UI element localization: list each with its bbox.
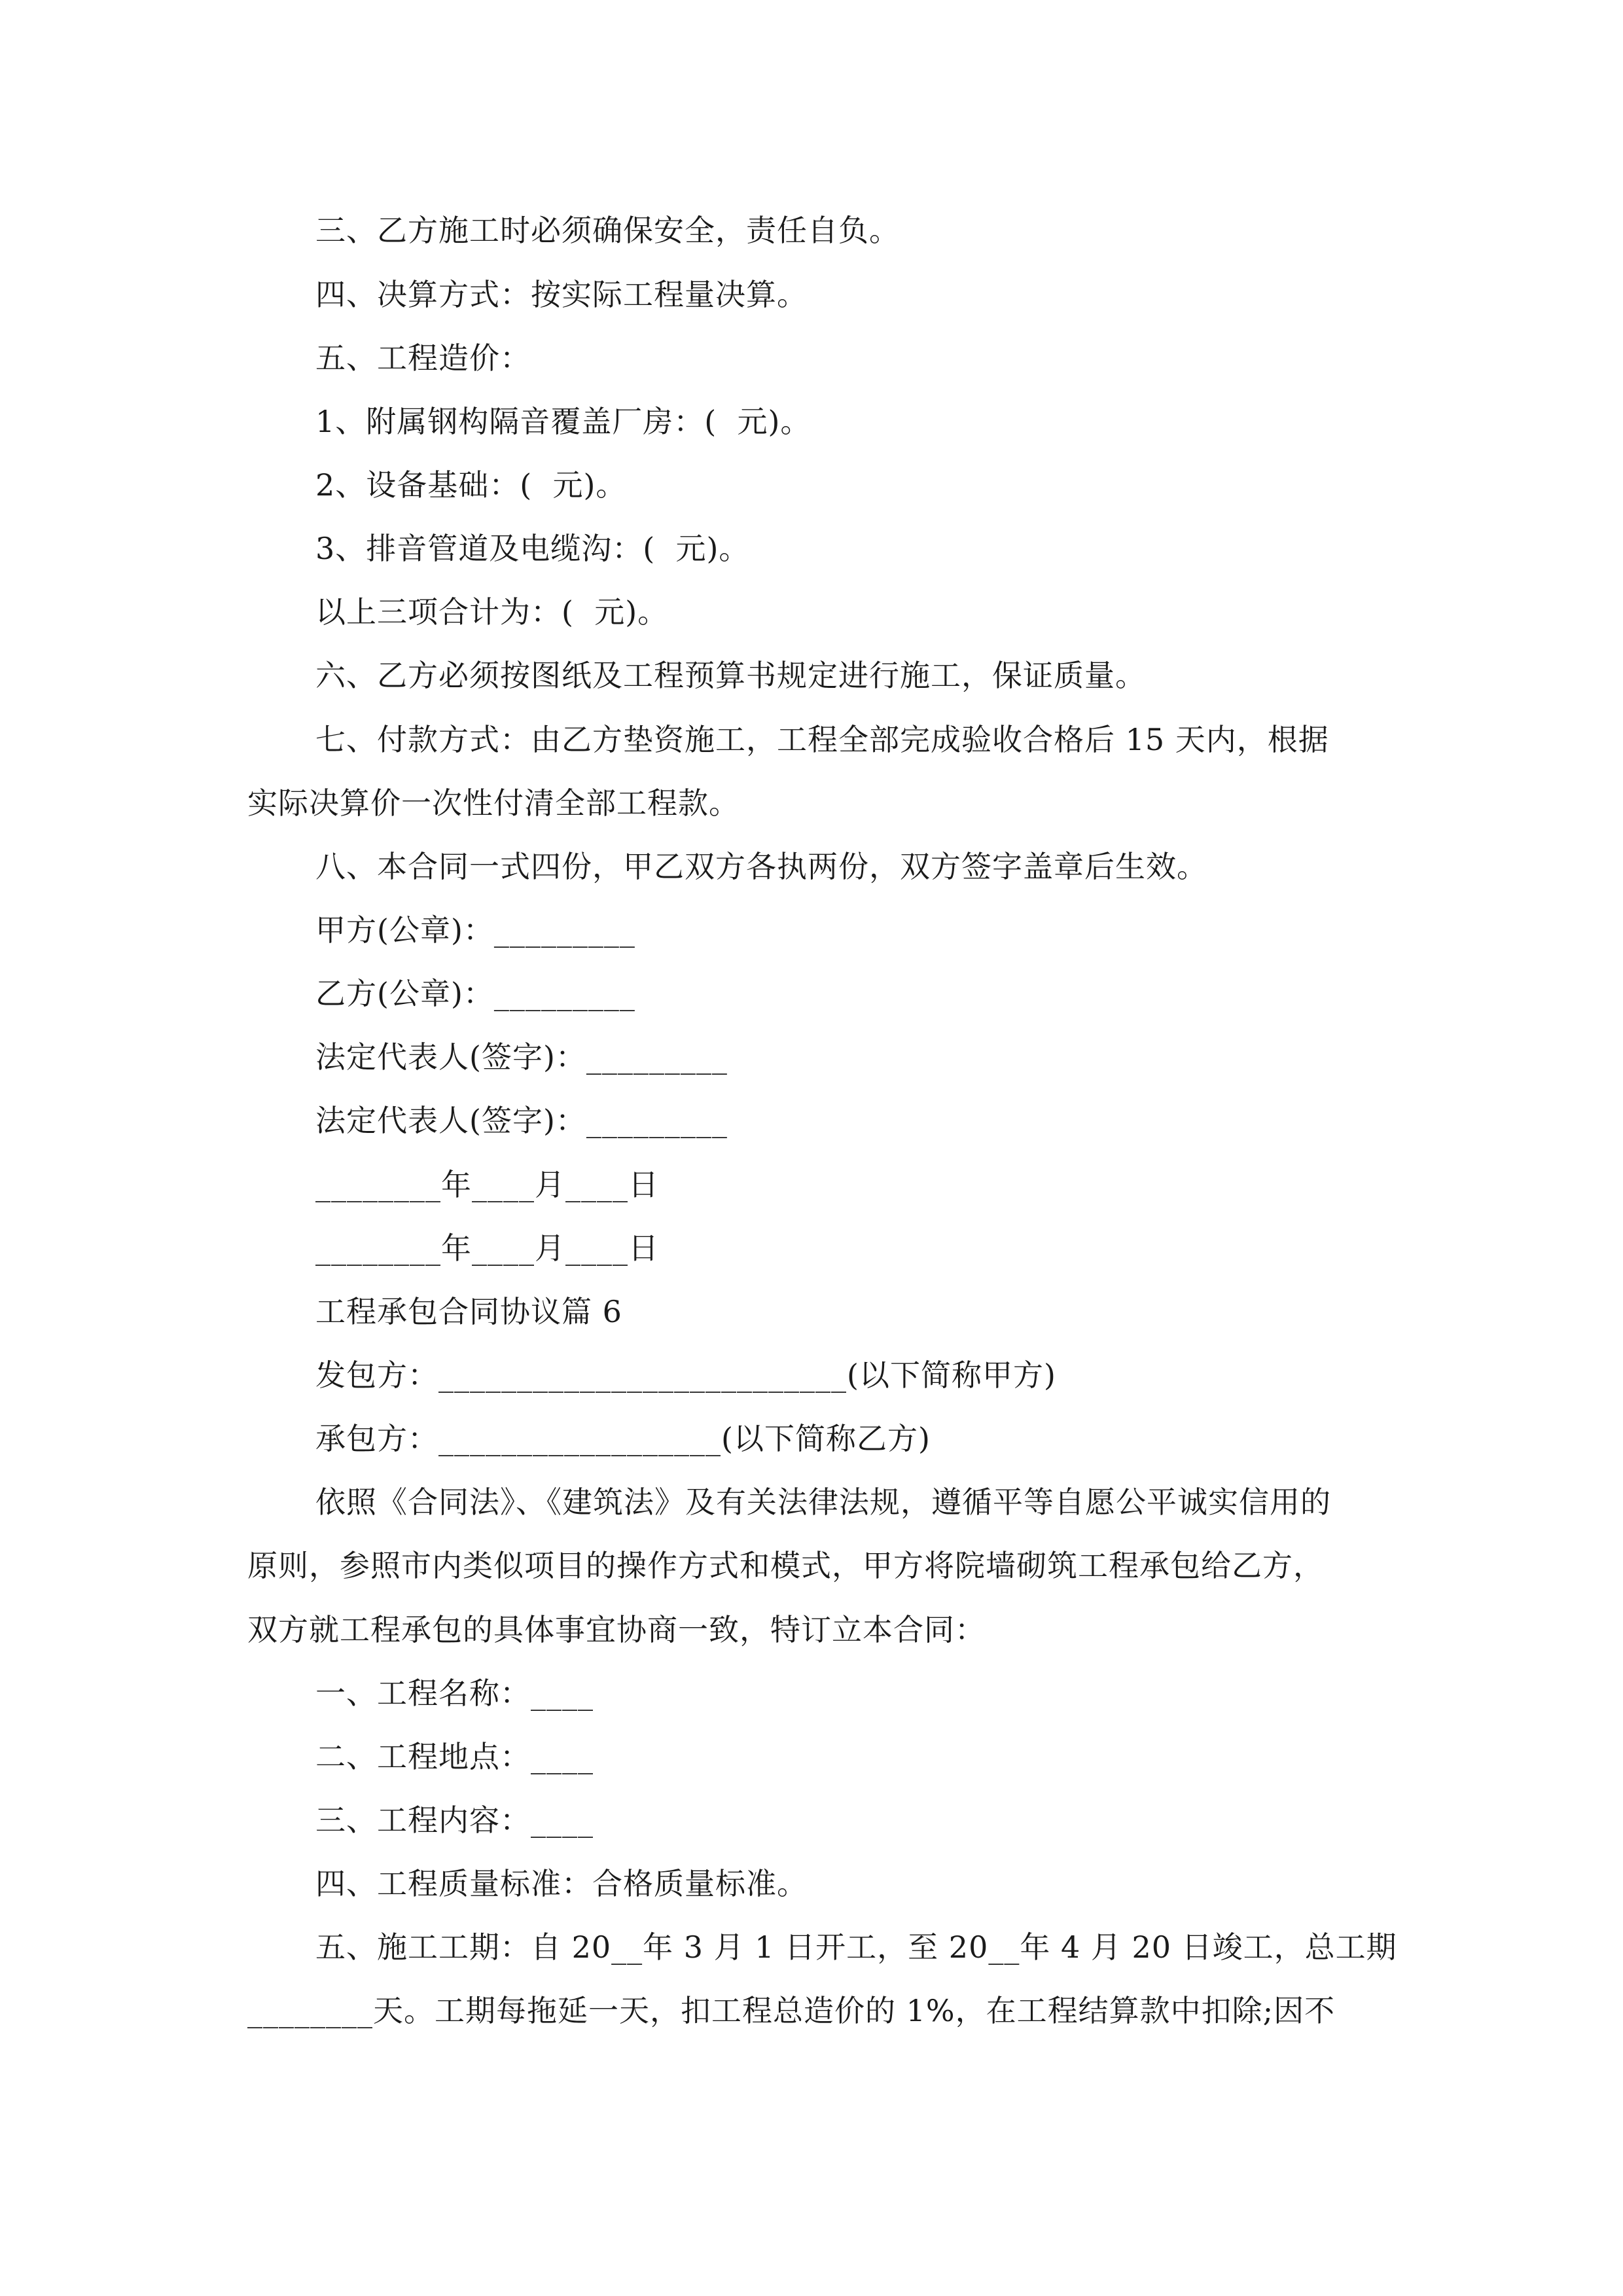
date-line-1: ________年____月____日 [315,1167,659,1202]
party-b-seal: 乙方(公章)：_________ [315,976,635,1011]
clause-3-safety: 三、乙方施工时必须确保安全，责任自负。 [315,213,900,248]
section-title: 工程承包合同协议篇 6 [315,1294,622,1329]
clause-7-payment: 七、付款方式：由乙方垫资施工，工程全部完成验收合格后 15 天内，根据 [315,722,1329,757]
preamble-line-3: 双方就工程承包的具体事宜协商一致，特订立本合同： [247,1612,986,1647]
legal-rep-signature-2: 法定代表人(签字)：_________ [315,1103,728,1138]
project-name: 一、工程名称：____ [315,1676,594,1711]
preamble-line-2: 原则，参照市内类似项目的操作方式和模式，甲方将院墙砌筑工程承包给乙方， [247,1548,1324,1583]
clause-6-quality: 六、乙方必须按图纸及工程预算书规定进行施工，保证质量。 [315,658,1146,693]
preamble-line-1: 依照《合同法》、《建筑法》及有关法律法规，遵循平等自愿公平诚实信用的 [315,1484,1331,1520]
cost-total: 以上三项合计为：( 元)。 [315,594,669,630]
quality-standard: 四、工程质量标准：合格质量标准。 [315,1866,808,1901]
construction-period-cont: ________天。工期每拖延一天，扣工程总造价的 1%，在工程结算款中扣除;因不 [247,1993,1336,2028]
clause-4-settlement: 四、决算方式：按实际工程量决算。 [315,277,808,312]
project-content: 三、工程内容：____ [315,1803,594,1838]
contractor-line: 承包方：__________________(以下简称乙方) [315,1421,931,1456]
clause-8-copies: 八、本合同一式四份，甲乙双方各执两份，双方签字盖章后生效。 [315,849,1207,884]
clause-7-payment-cont: 实际决算价一次性付清全部工程款。 [247,785,740,821]
legal-rep-signature-1: 法定代表人(签字)：_________ [315,1039,728,1075]
construction-period: 五、施工工期：自 20__年 3 月 1 日开工，至 20__年 4 月 20 日竣工，总工期 [315,1929,1397,1965]
cost-item-1: 1、附属钢构隔音覆盖厂房：( 元)。 [315,404,812,439]
cost-item-2: 2、设备基础：( 元)。 [315,467,627,503]
cost-item-3: 3、排音管道及电缆沟：( 元)。 [315,531,750,566]
date-line-2: ________年____月____日 [315,1230,659,1266]
employer-line: 发包方：__________________________(以下简称甲方) [315,1357,1056,1393]
project-location: 二、工程地点：____ [315,1739,594,1774]
party-a-seal: 甲方(公章)：_________ [315,912,635,948]
clause-5-cost-heading: 五、工程造价： [315,340,531,376]
